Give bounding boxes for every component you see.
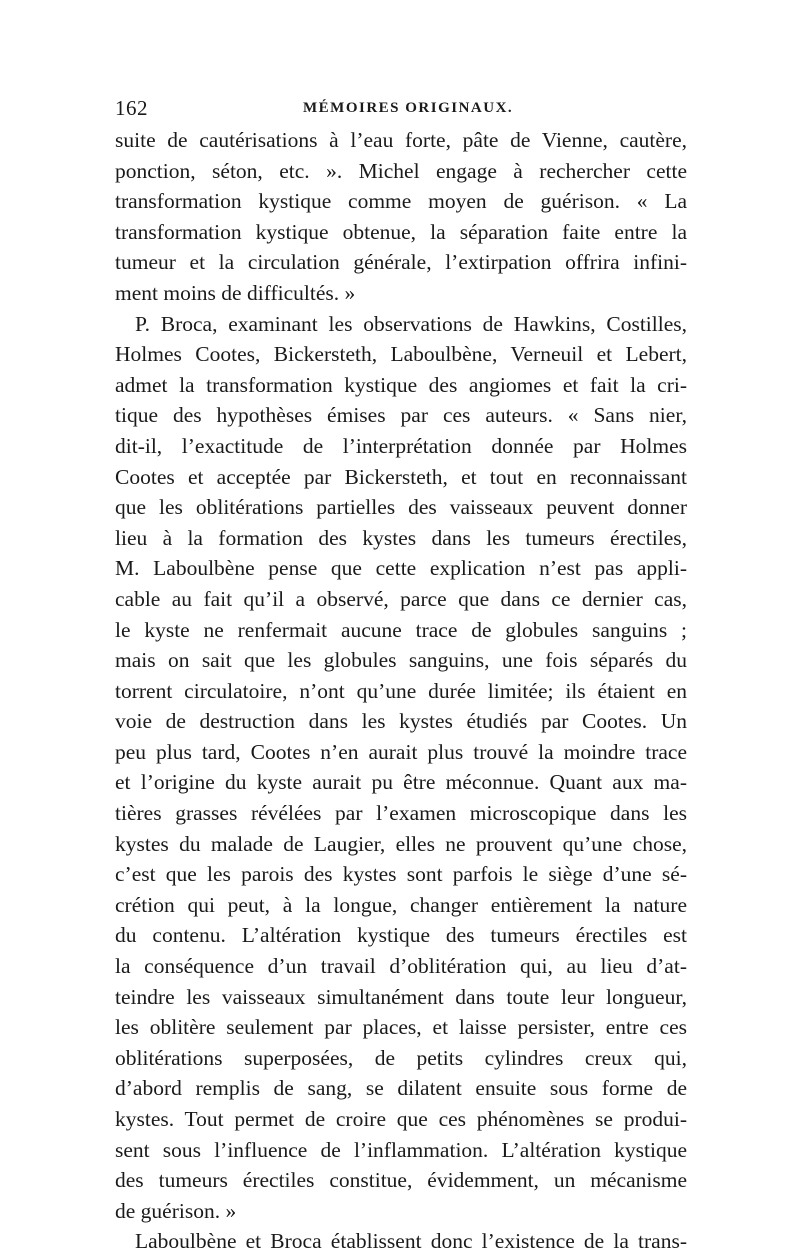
- text-line: du contenu. L’altération kystique des tumeurs érectiles est: [115, 923, 687, 948]
- text-line: voie de destruction dans les kystes étudiés par Cootes. Un: [115, 709, 687, 734]
- text-line: des tumeurs érectiles constitue, évidemment, un mécanisme: [115, 1168, 687, 1193]
- body-text: [115, 125, 687, 1257]
- text-line: peu plus tard, Cootes n’en aurait plus trouvé la moindre trace: [115, 739, 687, 764]
- text-line: admet la transformation kystique des angiomes et fait la cri-: [115, 372, 687, 397]
- text-line: oblitérations superposées, de petits cylindres creux qui,: [115, 1045, 687, 1070]
- text-line: c’est que les parois des kystes sont parfois le siège d’une sé-: [115, 862, 687, 887]
- text-line: torrent circulatoire, n’ont qu’une durée limitée; ils étaient en: [115, 678, 687, 703]
- text-line: tumeur et la circulation générale, l’extirpation offrira infini-: [115, 250, 687, 275]
- text-line: transformation kystique obtenue, la séparation faite entre la: [115, 219, 687, 244]
- text-line: sent sous l’influence de l’inflammation. L’altération kystique: [115, 1137, 687, 1162]
- text-line: tique des hypothèses émises par ces auteurs. « Sans nier,: [115, 403, 687, 428]
- text-line: le kyste ne renfermait aucune trace de globules sanguins ;: [115, 617, 687, 642]
- text-line: dit-il, l’exactitude de l’interprétation donnée par Holmes: [115, 433, 687, 458]
- text-line: les oblitère seulement par places, et laisse persister, entre ces: [115, 1015, 687, 1040]
- page-header: [115, 96, 687, 126]
- text-line: cable au fait qu’il a observé, parce que dans ce dernier cas,: [115, 586, 687, 611]
- text-line: Cootes et acceptée par Bickersteth, et tout en reconnaissant: [115, 464, 687, 489]
- text-line: crétion qui peut, à la longue, changer entièrement la nature: [115, 892, 687, 917]
- text-line: transformation kystique comme moyen de guérison. « La: [115, 189, 687, 214]
- text-line: kystes. Tout permet de croire que ces phénomènes se produi-: [115, 1107, 687, 1131]
- text-line: et l’origine du kyste aurait pu être méconnue. Quant aux ma-: [115, 770, 687, 795]
- text-line: que les oblitérations partielles des vaisseaux peuvent donner: [115, 495, 687, 520]
- text-line: lieu à la formation des kystes dans les tumeurs érectiles,: [115, 525, 687, 550]
- text-line: tières grasses révélées par l’examen microscopique dans les: [115, 801, 687, 826]
- text-line: P. Broca, examinant les observations de Hawkins, Costilles,: [135, 311, 687, 336]
- text-line: suite de cautérisations à l’eau forte, pâte de Vienne, cautère,: [115, 128, 687, 152]
- text-line: kystes du malade de Laugier, elles ne prouvent qu’une chose,: [115, 831, 687, 856]
- text-line: ponction, séton, etc. ». Michel engage à rechercher cette: [115, 158, 687, 183]
- text-line: Laboulbène et Broca établissent donc l’existence de la trans-: [135, 1229, 687, 1254]
- running-head: MÉMOIRES ORIGINAUX.: [303, 100, 514, 116]
- text-line: la conséquence d’un travail d’oblitération qui, au lieu d’at-: [115, 954, 687, 979]
- text-line: Holmes Cootes, Bickersteth, Laboulbène, Verneuil et Lebert,: [115, 342, 687, 367]
- text-line: M. Laboulbène pense que cette explication n’est pas appli-: [115, 556, 687, 581]
- text-line: mais on sait que les globules sanguins, une fois séparés du: [115, 648, 687, 673]
- text-line: d’abord remplis de sang, se dilatent ensuite sous forme de: [115, 1076, 687, 1101]
- text-line: de guérison. »: [115, 1198, 237, 1223]
- text-line: teindre les vaisseaux simultanément dans toute leur longueur,: [115, 984, 687, 1009]
- text-line: ment moins de difficultés. »: [115, 280, 356, 305]
- page-number: 162: [115, 96, 148, 120]
